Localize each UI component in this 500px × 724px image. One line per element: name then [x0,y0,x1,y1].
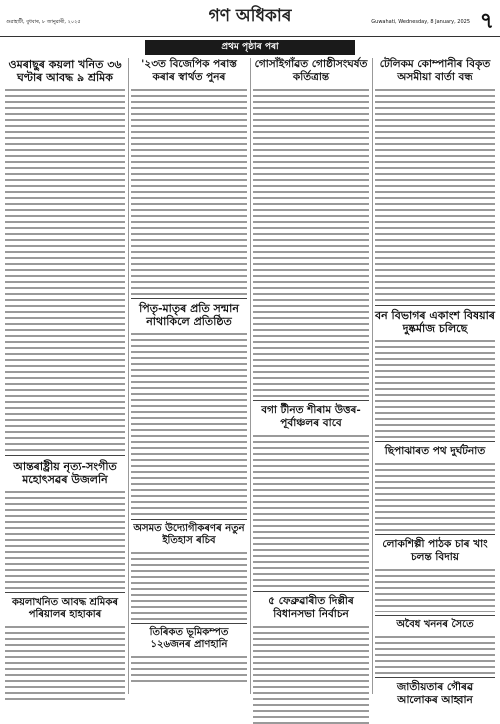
article-headline: বগা টীনত শীৰাম উত্তৰ-পূৰ্বাঞ্চলৰ বাবে [261,404,361,429]
article-headline: কয়লাখনিত আবদ্ধ শ্ৰমিকৰ পৰিয়ালৰ হাহাকাৰ [12,597,118,620]
article-rule [375,615,495,616]
masthead-date-english: Guwahati, Wednesday, 8 January, 2025 [371,19,470,25]
article-headline: বন বিভাগৰ একাংশ বিষয়াৰ দুষ্কৰ্মাজ চলিছে [375,309,495,335]
article-body [375,461,495,531]
article-headline: লোকশিল্পী পাঠক চাৰ খাং চলন্ত বিদায় [382,538,488,563]
article-body [253,433,369,588]
article-headline: অবৈধ খননৰ সৈতে [396,619,474,630]
article-headline: ৫ ফেব্ৰুৱাৰীত দিল্লীৰ বিধানসভা নিৰ্বাচন [268,595,354,620]
column-1 [5,58,125,694]
article-headline: গোসাঁইগাঁৱত গোষ্ঠীসংঘৰ্ষত কৰ্তিত্ৰান্ত [254,58,368,83]
article-body [131,331,247,516]
article-rule [5,592,125,593]
column-3 [253,58,369,694]
masthead-date-local: গুৱাহাটী, বুধবাৰ, ৮ জানুৱাৰী, ২০২৫ [6,19,81,25]
article-body [253,624,369,724]
page-number: ৭ [479,8,494,34]
article-body [5,624,125,704]
article-headline: আন্তৰাষ্ট্ৰীয় নৃত্য-সংগীত মহোৎসৱৰ উজলনি [13,460,117,486]
column-divider [250,58,251,694]
column-2 [131,58,247,694]
article-rule [375,305,495,306]
article-rule [131,623,247,624]
article-headline: ছিপাঝাৰত পথ দুৰ্ঘটনাত [384,445,486,457]
article-headline: '২৩ত বিজেপিক পৰাস্ত কৰাৰ স্বাৰ্থত পুনৰ [141,58,237,83]
column-4 [375,58,495,706]
article-body [5,489,125,589]
article-headline: ওমৰাছুৰ কয়লা খনিত ৩৬ ঘণ্টাৰ আবদ্ধ ৯ শ্ৰমিক [8,58,122,84]
article-headline: টেলিকম কোম্পানীৰ বিকৃত অসমীয়া বাৰ্তা বন্ধ [379,58,491,83]
section-banner: প্ৰথম পৃষ্ঠাৰ পৰা [145,40,355,55]
article-body [375,87,495,302]
article-rule [5,455,125,456]
article-headline: জাতীয়তাৰ গৌৰৱ আলোকৰ আহ্বান [396,681,474,706]
article-rule [131,298,247,299]
article-headline: অসমত উদ্যোগীকৰণৰ নতুন ইতিহাস ৰচিব [133,523,245,546]
article-body [253,87,369,397]
article-rule [375,441,495,442]
article-body [375,634,495,674]
article-body [131,87,247,295]
article-rule [253,591,369,592]
article-headline: তিৰিকত ভূমিকম্পত ১২৬জনৰ প্ৰাণহানি [149,627,229,650]
article-rule [375,534,495,535]
article-body [131,654,247,684]
article-body [375,567,495,612]
article-body [375,338,495,438]
article-rule [253,400,369,401]
article-headline: পিতৃ-মাতৃৰ প্ৰতি সন্মান নাথাকিলে প্ৰতিষ্ঠিত [139,302,239,328]
column-divider [128,58,129,694]
article-body [131,550,247,620]
newspaper-title: গণ অধিকাৰ [208,6,292,26]
article-rule [375,677,495,678]
article-body [5,87,125,452]
column-divider [372,58,373,694]
article-rule [131,519,247,520]
masthead [0,0,500,37]
